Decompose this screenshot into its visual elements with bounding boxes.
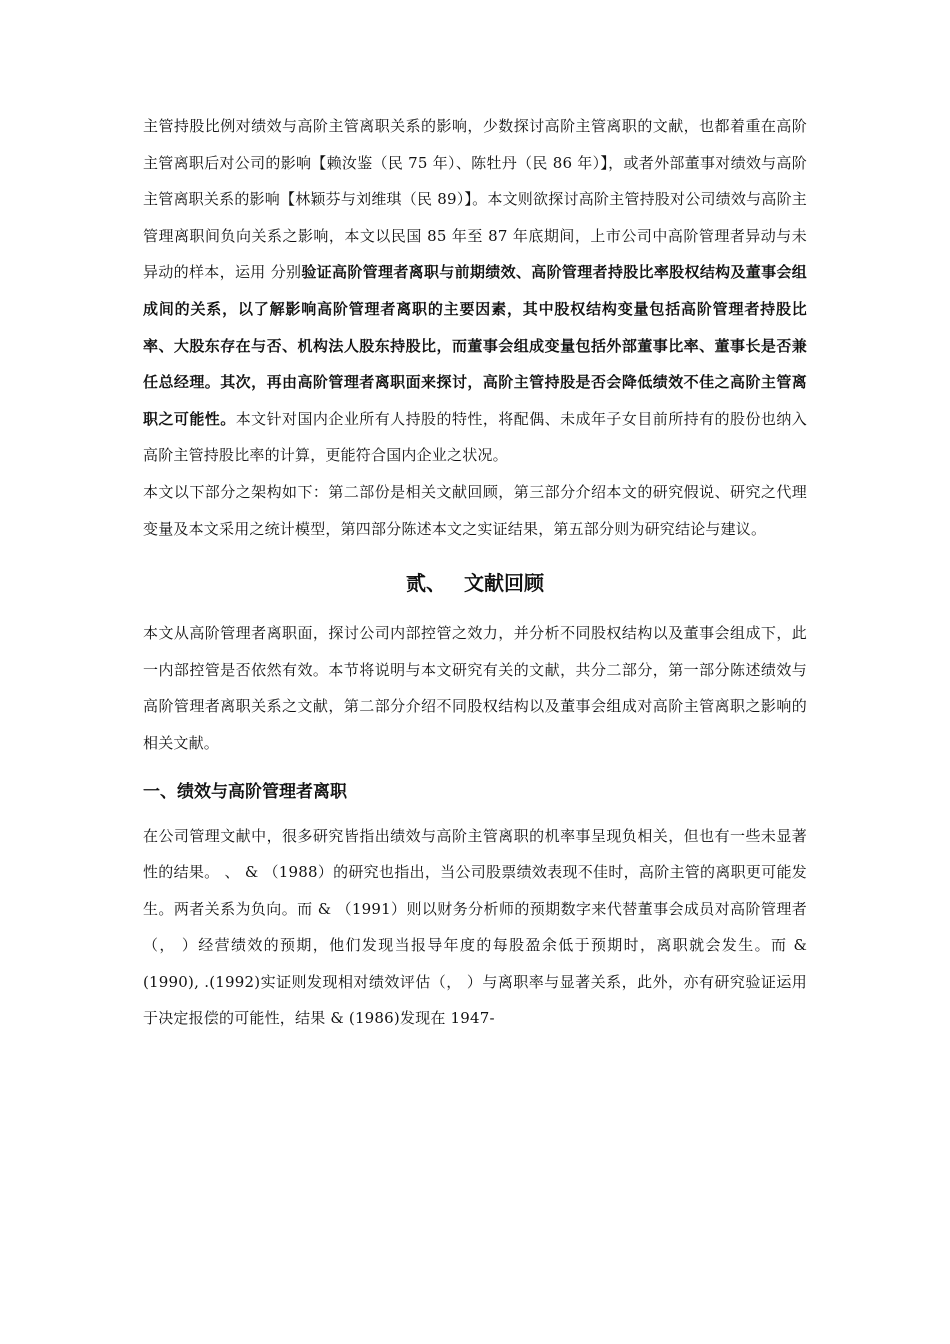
subsection-paragraph: 在公司管理文献中，很多研究皆指出绩效与高阶主管离职的机率事呈现负相关，但也有一些未显著性的结果。 、 & （1988）的研究也指出，当公司股票绩效表现不佳时，高阶主管的离职更可能发生。两者关系为负向。而 & （1991）则以财务分析师的预期数字来代替董事会成员对高阶管理者（， ）经营绩效的预期，他们发现当报导年度的每股盈余低于预期时，离职就会发生。而 & (1990), .(1992)实证则发现相对绩效评估（， ）与离职率与显著关系，此外，亦有研究验证运用于决定报偿的可能性，结果 & (1986)发现在 1947-	[143, 826, 807, 1028]
subsection-heading: 一、绩效与高阶管理者离职	[143, 781, 347, 802]
page-content	[143, 108, 807, 1037]
intro-paragraph-2: 本文以下部分之架构如下：第二部份是相关文献回顾，第三部分介绍本文的研究假说、研究之代理变量及本文采用之统计模型，第四部分陈述本文之实证结果，第五部分则为研究结论与建议。	[143, 482, 807, 538]
section-number: 贰、	[406, 571, 446, 596]
intro-text-a: 主管持股比例对绩效与高阶主管离职关系的影响，少数探讨高阶主管离职的文献，也都着重在高阶主管离职后对公司的影响【赖汝鉴（民 75 年）、陈牡丹（民 86 年）】，或者外部董事对绩效与高阶主管离职关系的影响【林颖芬与刘维琪（民 89）】。本文则欲探讨高阶主管持股对公司绩效与高阶主管理离职间负向关系之影响，本文以民国 85 年至 87 年底期间，上市公司中高阶管理者异动与未异动的样本，运用 分别	[143, 117, 807, 282]
intro-text-bold: 验证高阶管理者离职与前期绩效、高阶管理者持股比率股权结构及董事会组成间的关系，以了解影响高阶管理者离职的主要因素，其中股权结构变量包括高阶管理者持股比率、大股东存在与否、机构法人股东持股比，而董事会组成变量包括外部董事比率、董事长是否兼任总经理。其次，再由高阶管理者离职面来探讨，高阶主管持股是否会降低绩效不佳之高阶主管离职之可能性。	[143, 263, 807, 428]
intro-paragraph-1	[143, 108, 807, 474]
intro-text-b: 本文针对国内企业所有人持股的特性，将配偶、未成年子女目前所持有的股份也纳入高阶主管持股比率的计算，更能符合国内企业之状况。	[143, 409, 807, 465]
section-paragraph: 本文从高阶管理者离职面，探讨公司内部控管之效力，并分析不同股权结构以及董事会组成下，此一内部控管是否依然有效。本节将说明与本文研究有关的文献，共分二部分，第一部分陈述绩效与高阶管理者离职关系之文献，第二部分介绍不同股权结构以及董事会组成对高阶主管离职之影响的相关文献。	[143, 624, 807, 752]
section-title: 文献回顾	[464, 571, 544, 596]
section-heading	[143, 565, 807, 601]
